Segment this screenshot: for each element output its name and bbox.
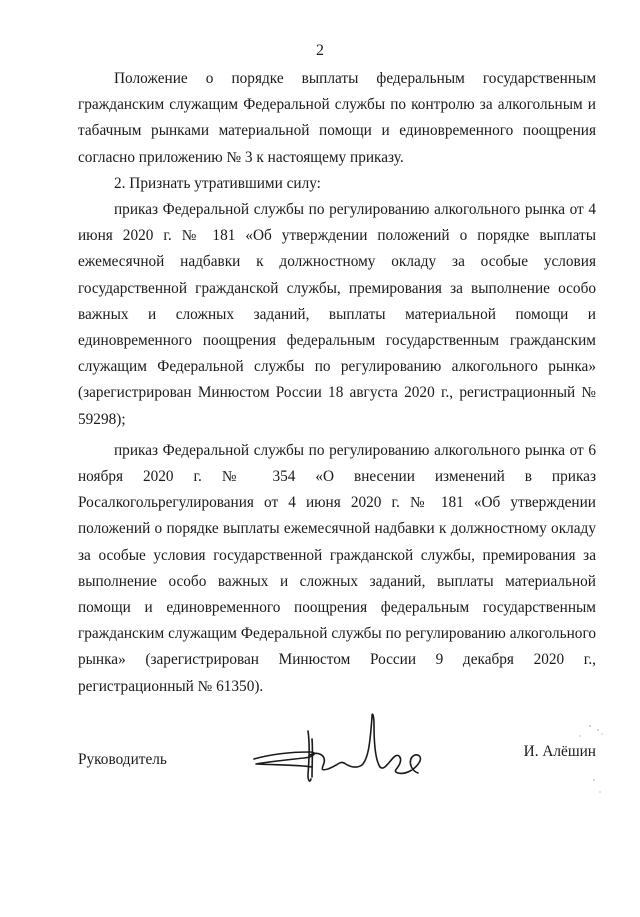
paragraph-order-181: приказ Федеральной службы по регулированию алкогольного рынка от 4 июня 2020 г. № 181 «Об утверждении положений о порядке выплаты ежемесячной надбавки к должностному окладу за особые условия государственной гражданской службы, премирования за выполнение особо важных и сложных заданий, выплаты материальной помощи и единовременного поощрения федеральным государственным гражданским служащим Федеральной службы по регулированию алкогольного рынка» (зарегистрирован Минюстом России 18 августа 2020 г., регистрационный № 59298); [78, 201, 596, 428]
document-body [78, 66, 596, 700]
page-number: 2 [316, 42, 324, 59]
handwritten-signature [248, 705, 438, 790]
signatory-title: Руководитель [78, 751, 167, 768]
scan-specks [550, 720, 610, 810]
signatory-name: И. Алёшин [523, 743, 596, 760]
signature-block [78, 705, 596, 795]
paragraph-repeal-heading: 2. Признать утратившими силу: [114, 174, 321, 192]
paragraph-order-354: приказ Федеральной службы по регулированию алкогольного рынка от 6 ноября 2020 г. № 354 «О внесении изменений в приказ Росалкогольрегулирования от 4 июня 2020 г. № 181 «Об утверждении положений о порядке выплаты ежемесячной надбавки к должностному окладу за особые условия государственной гражданской службы, премирования за выполнение особо важных и сложных заданий, выплаты материальной помощи и единовременного поощрения федеральным государственным гражданским служащим Федеральной службы по регулированию алкогольного рынка» (зарегистрирован Минюстом России 9 декабря 2020 г., регистрационный № 61350). [78, 441, 596, 695]
paragraph-regulation-item: Положение о порядке выплаты федеральным государственным гражданским служащим Федеральной службы по контролю за алкогольным и табачным рынками материальной помощи и единовременного поощрения согласно приложению № 3 к настоящему приказу. [78, 70, 596, 166]
